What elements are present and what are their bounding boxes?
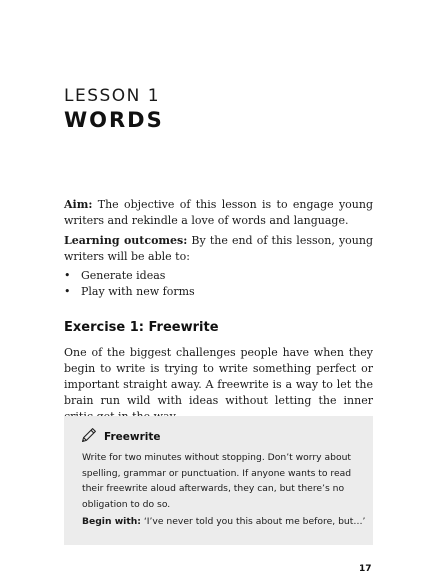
pencil-icon	[80, 426, 98, 444]
learning-outcomes-paragraph	[64, 233, 373, 265]
learning-outcomes-label: Learning outcomes:	[64, 234, 188, 247]
aim-label: Aim:	[64, 198, 93, 211]
begin-with-line	[82, 514, 367, 529]
box-title: Freewrite	[104, 431, 161, 443]
list-item: • Play with new forms	[64, 284, 364, 300]
aim-text: The objective of this lesson is to engage young writers and rekindle a love of words and language.	[64, 198, 373, 227]
aim-paragraph	[64, 197, 373, 229]
list-item: • Generate ideas	[64, 268, 364, 284]
outcomes-list	[64, 268, 364, 300]
freewrite-box	[64, 416, 373, 545]
page-number: 17	[359, 564, 372, 574]
lesson-number: LESSON 1	[64, 86, 161, 106]
box-text: Write for two minutes without stopping. Don’t worry about spelling, grammar or punctuation. If anyone wants to read their freewrite aloud afterwards, they can, but there’s no obligation to do so.	[82, 452, 352, 510]
learning-outcomes-text: By the end of this lesson, young writers will be able to:	[64, 234, 373, 263]
begin-label: Begin with:	[82, 516, 141, 527]
begin-text: ‘I’ve never told you this about me before, but…’	[140, 516, 366, 527]
exercise-paragraph: One of the biggest challenges people have when they begin to write is trying to write something perfect or important straight away. A freewrite is a way to let the brain run wild with ideas without letting the inner	[64, 346, 373, 407]
exercise-heading: Exercise 1: Freewrite	[64, 320, 219, 335]
lesson-title: WORDS	[64, 108, 164, 132]
